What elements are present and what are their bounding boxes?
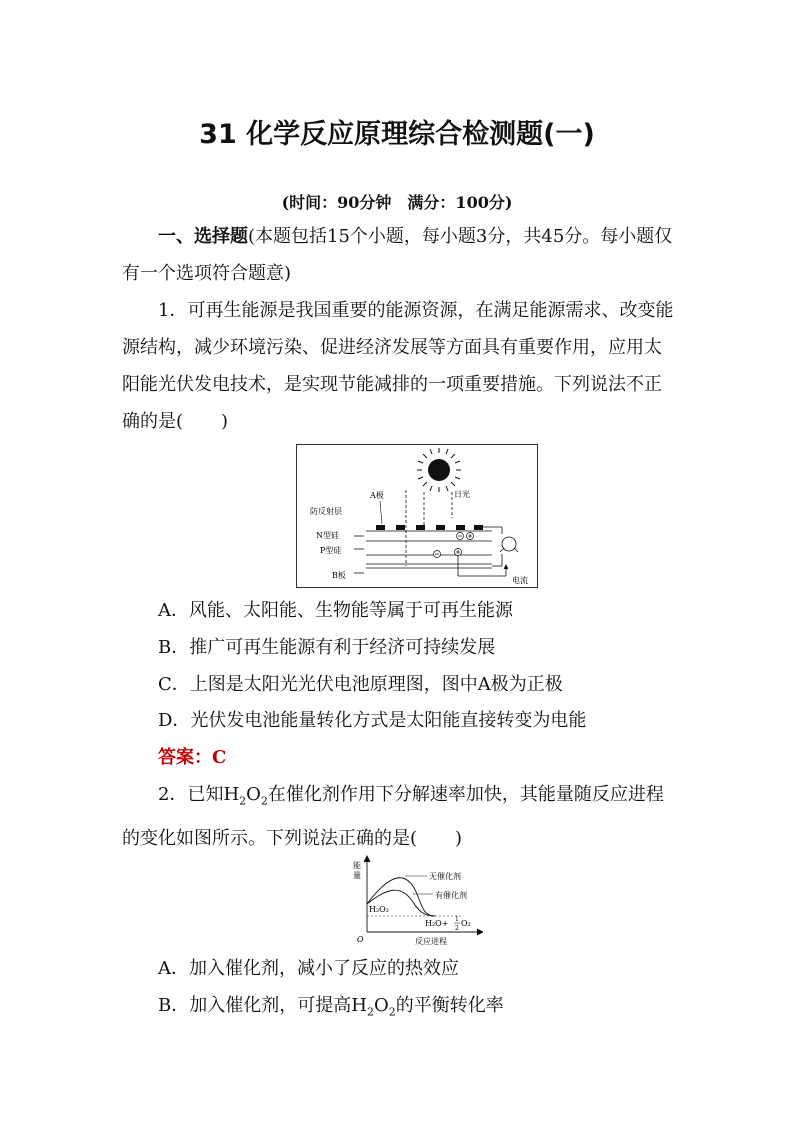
x-axis-label: 反应进程 (415, 937, 447, 946)
label-anti-reflective: 防反射层 (310, 507, 342, 516)
q2b-mid: O (373, 995, 389, 1016)
origin-label: O (357, 935, 364, 944)
y-axis-label-1: 能 (353, 861, 361, 870)
product-frac-num: 1 (455, 916, 459, 923)
y-axis-label-2: 量 (353, 871, 361, 880)
answer-value: C (212, 747, 227, 768)
product-frac-den: 2 (455, 925, 459, 932)
q2-sub: 2 (239, 794, 247, 808)
label-b-plate: B板 (332, 571, 346, 580)
label-sunlight: 日光 (454, 490, 470, 499)
curve-label-catalyzed: 有催化剂 (435, 891, 467, 900)
question-1-option-c: C．上图是太阳光光伏电池原理图，图中A极为正极 (158, 674, 563, 695)
page-title: 31 化学反应原理综合检测题(一) (199, 119, 595, 150)
answer-label: 答案： (158, 747, 212, 768)
solar-cell-diagram (296, 444, 538, 588)
label-p-silicon: P型硅 (320, 546, 342, 555)
section-note: (本题包括15个小题，每小题3分，共45分。每小题仅有一个选项符合题意) (122, 226, 673, 284)
question-1-option-b: B．推广可再生能源有利于经济可持续发展 (158, 637, 496, 658)
section-title: 一、选择题 (158, 226, 248, 247)
q2-stem-pre: 2．已知H (158, 784, 240, 805)
question-1-option-d: D．光伏发电池能量转化方式是太阳能直接转变为电能 (158, 710, 587, 731)
q2b-post: 的平衡转化率 (395, 995, 504, 1016)
q2-stem-post: 在催化剂作用下分解速率加快，其能量随反应进程的变化如图所示。下列说法正确的是( (122, 784, 664, 849)
question-1-option-a: A．风能、太阳能、生物能等属于可再生能源 (158, 600, 513, 621)
question-1-close: ) (221, 411, 229, 432)
question-2-stem (122, 776, 678, 857)
label-n-silicon: N型硅 (316, 531, 339, 540)
question-1-answer (158, 743, 226, 773)
q2b-sub: 2 (366, 1005, 374, 1019)
q2-sub: 2 (260, 794, 268, 808)
product-label-post: O₂ (461, 919, 471, 928)
question-2-option-b (158, 991, 504, 1028)
section-heading (122, 218, 678, 292)
product-label-pre: H₂O+ (425, 919, 449, 928)
curve-label-uncatalyzed: 无催化剂 (429, 872, 461, 881)
q2b-sub: 2 (388, 1005, 396, 1019)
reactant-label: H₂O₂ (369, 905, 389, 914)
exam-meta: (时间：90分钟 满分：100分) (281, 193, 513, 212)
q2-stem-mid: O (246, 784, 261, 805)
question-1-stem (122, 292, 678, 440)
question-2-close: ) (455, 827, 463, 849)
label-a-pole: A极 (370, 491, 384, 500)
question-1-text: 1．可再生能源是我国重要的能源资源，在满足能源需求、改变能源结构，减少环境污染、促进经济发展等方面具有重要作用，应用太阳能光伏发电技术，是实现节能减排的一项重要措施。下列说法不正确的是( (122, 300, 674, 432)
question-2-option-a: A．加入催化剂，减小了反应的热效应 (158, 958, 459, 979)
energy-profile-diagram (343, 854, 483, 946)
q2b-pre: B．加入催化剂，可提高H (158, 995, 367, 1016)
label-current: 电流 (512, 576, 528, 585)
